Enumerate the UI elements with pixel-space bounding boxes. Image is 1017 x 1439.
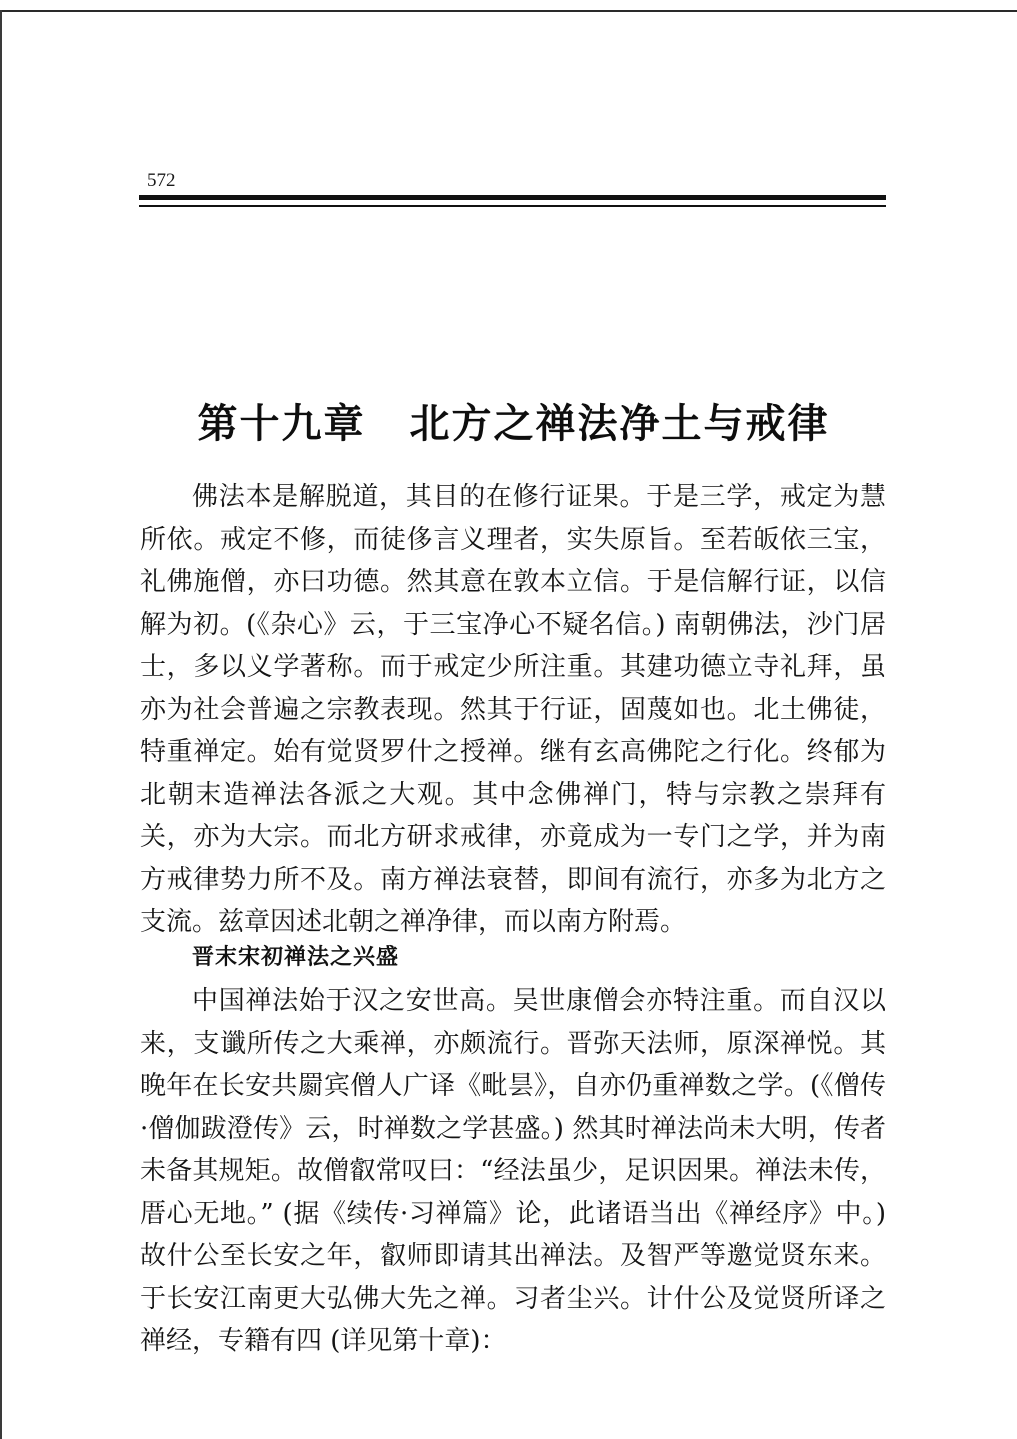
- chapter-title: [140, 392, 887, 449]
- header-rule-thin: [139, 205, 886, 207]
- scan-border-top: [0, 10, 1017, 12]
- section-heading: 晋末宋初禅法之兴盛: [192, 945, 400, 970]
- body-paragraph: 中国禅法始于汉之安世高。吴世康僧会亦特注重。而自汉以来，支谶所传之大乘禅，亦颇流行。晋弥天法师，原深禅悦。其晚年在长安共罽宾僧人广译《毗昙》，自亦仍重禅数之学。(《僧传·僧伽跋澄传》云，时禅数之学甚盛。) 然其时禅法尚未大明，传者未备其规矩。故僧叡常叹曰：“经法虽少，足识因果。禅法未传，厝心无地。” (据《续传·习禅篇》论，此诸语当出《禅经序》中。) 故什公至长安之年，叡师即请其出禅法。及智严等邀觉贤东来。于长安江南更大弘佛大先之禅。习者尘兴。计什公及觉贤所译之禅经，专籍有四 (详见第十章)：: [140, 986, 886, 1356]
- scan-border-left: [0, 10, 2, 1439]
- intro-paragraph: 佛法本是解脱道，其目的在修行证果。于是三学，戒定为慧所依。戒定不修，而徒侈言义理者，实失原旨。至若皈依三宝，礼佛施僧，亦曰功德。然其意在敦本立信。于是信解行证，以信解为初。(《杂心》云，于三宝净心不疑名信。) 南朝佛法，沙门居士，多以义学著称。而于戒定少所注重。其建功德立寺礼拜，虽亦为社会普遍之宗教表现。然其于行证，固蔑如也。北土佛徒，特重禅定。始有觉贤罗什之授禅。继有玄高佛陀之行化。终郁为北朝末造禅法各派之大观。其中念佛禅门，特与宗教之崇拜有关，亦为大宗。而北方研求戒律，亦竟成为一专门之学，并为南方戒律势力所不及。南方禅法衰替，即间有流行，亦多为北方之支流。兹章因述北朝之禅净律，而以南方附焉。: [140, 482, 886, 937]
- page-number: 572: [147, 170, 176, 191]
- header-rule-thick: [139, 195, 886, 200]
- chapter-number-label: 第十九章: [197, 401, 366, 447]
- chapter-title-text: 北方之禅法净土与戒律: [409, 401, 830, 447]
